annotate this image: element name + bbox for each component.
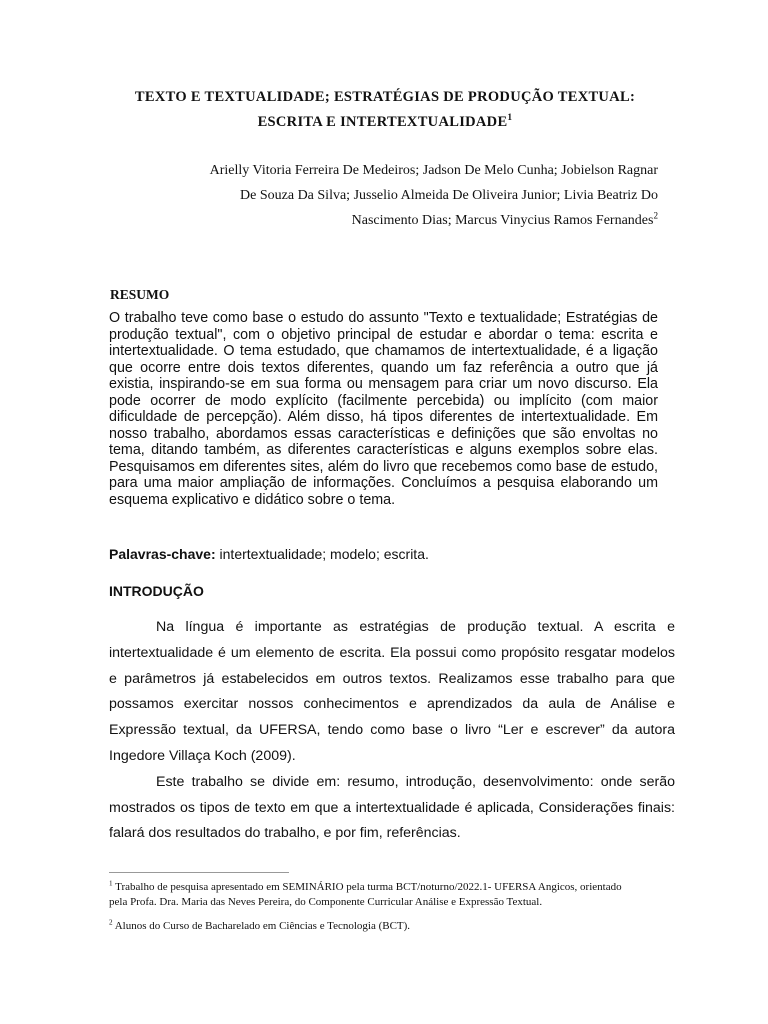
footnote-1-mark: 1 xyxy=(109,879,113,888)
introduction-body xyxy=(109,615,675,847)
author-list xyxy=(140,158,658,233)
abstract-heading: RESUMO xyxy=(110,287,170,302)
keywords-label: Palavras-chave: xyxy=(109,546,216,562)
title-line-1: TEXTO E TEXTUALIDADE; ESTRATÉGIAS DE PRODUÇÃO TEXTUAL: xyxy=(134,89,636,105)
footnote-1 xyxy=(109,880,639,909)
introduction-paragraph-2: Este trabalho se divide em: resumo, introdução, desenvolvimento: onde serão mostrados os tipos de texto em que a intertextualidade é aplicada, Considerações finais: falará dos resultados do trabalho, e por fim, referências. xyxy=(109,773,675,842)
footnote-separator xyxy=(109,872,289,873)
author-line-3 xyxy=(140,208,658,233)
title-line-2 xyxy=(110,110,660,135)
author-line-3-text: Nascimento Dias; Marcus Vinycius Ramos Fernandes xyxy=(351,213,654,228)
footnote-ref-2: 2 xyxy=(653,210,658,221)
abstract-text: O trabalho teve como base o estudo do assunto "Texto e textualidade; Estratégias de produção textual", com o objetivo principal de estudar e abordar o tema: escrita e intertextualidade. O tema estudado, que chamamos de intertextualidade, é a ligação que ocorre entre dois textos diferentes, quando um faz referência a outro que já existia, inspirando-se em sua forma ou mensagem para criar um novo discurso. Ela pode ocorrer de modo explícito (facilmente percebida) ou implícito (com maior dificuldade de percepção). Além disso, há tipos diferentes de intertextualidade. Em nosso trabalho, abordamos essas características e definições que são envoltas no tema, ditando também, as diferentes características e alguns exemplos sobre elas. Pesquisamos em diferentes sites, além do livro que recebemos como base de estudo, para uma maior ampliação de informações. Concluímos a pesquisa elaborando um esquema explicativo e didático sobre o tema. xyxy=(109,310,658,508)
introduction-paragraph-1: Na língua é importante as estratégias de produção textual. A escrita e intertextualidade é um elemento de escrita. Ela possui como propósito resgatar modelos e parâmetros já estabelecidos em outros textos. Realizamos esse trabalho para que possamos exercitar nossos conhecimentos e aprendizados da aula de Análise e Expressão textual, da UFERSA, tendo como base o livro “Ler e escrever” da autora Ingedore Villaça Koch (2009). xyxy=(109,619,675,764)
title-line-2-text: ESCRITA E INTERTEXTUALIDADE xyxy=(257,114,508,130)
keywords-value: intertextualidade; modelo; escrita. xyxy=(215,546,429,562)
footnote-2-text: Alunos do Curso de Bacharelado em Ciências e Tecnologia (BCT). xyxy=(112,920,411,932)
footnote-2 xyxy=(109,919,639,934)
keywords xyxy=(109,546,429,562)
author-line-1: Arielly Vitoria Ferreira De Medeiros; Jadson De Melo Cunha; Jobielson Ragnar xyxy=(209,163,658,178)
footnote-ref-1: 1 xyxy=(507,113,513,124)
footnote-2-mark: 2 xyxy=(109,918,113,927)
author-line-2: De Souza Da Silva; Jusselio Almeida De Oliveira Junior; Livia Beatriz Do xyxy=(240,188,658,203)
footnote-1-text: Trabalho de pesquisa apresentado em SEMINÁRIO pela turma BCT/noturno/2022.1- UFERSA Angicos, orientado pela Profa. Dra. Maria das Neves Pereira, do Componente Curricular Análise e Expressão Textual. xyxy=(109,881,622,908)
paper-title xyxy=(110,85,660,135)
footnotes xyxy=(109,880,639,944)
introduction-heading: INTRODUÇÃO xyxy=(109,583,204,599)
